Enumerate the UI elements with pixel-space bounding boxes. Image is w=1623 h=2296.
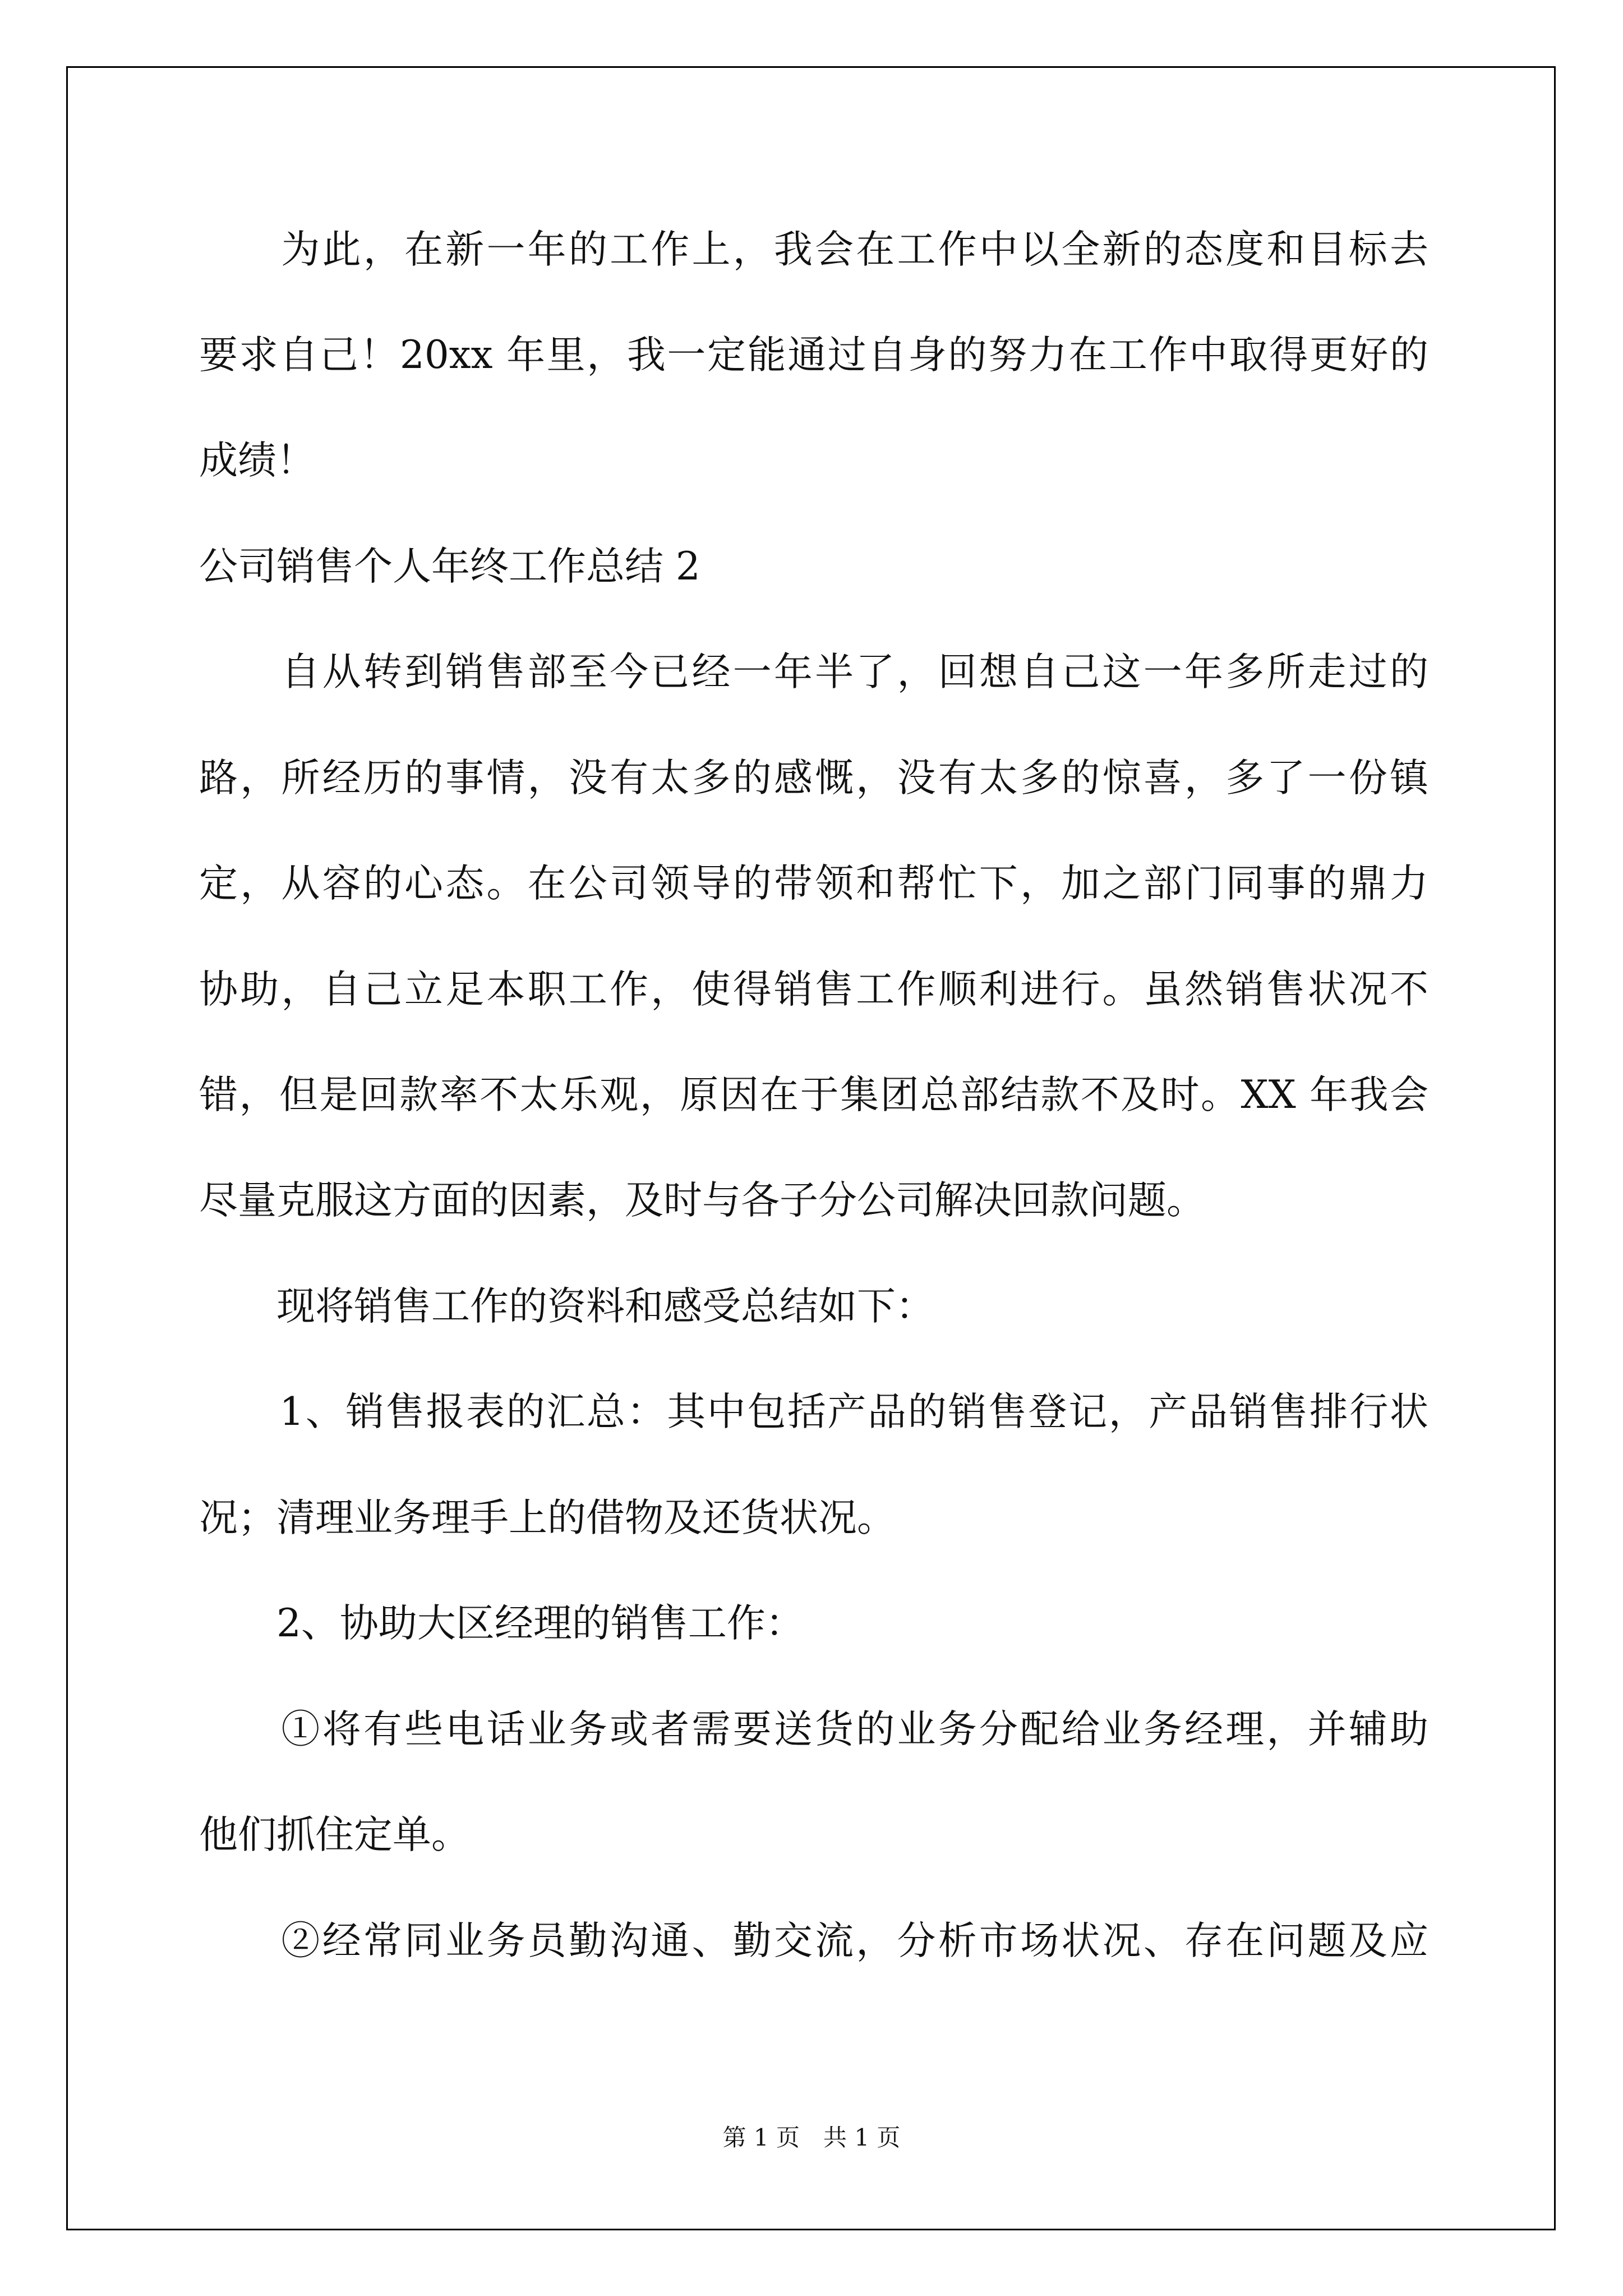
paragraph-line: 为此，在新一年的工作上，我会在工作中以全新的态度和目标去	[199, 227, 1428, 272]
page-number-footer: 第 1 页 共 1 页	[722, 2124, 901, 2151]
paragraph-line: ②经常同业务员勤沟通、勤交流，分析市场状况、存在问题及应	[199, 1918, 1428, 1963]
paragraph-line: 路，所经历的事情，没有太多的感慨，没有太多的惊喜，多了一份镇	[199, 756, 1428, 800]
paragraph-line: 成绩！	[199, 438, 315, 483]
paragraph-line: 尽量克服这方面的因素，及时与各子分公司解决回款问题。	[199, 1178, 1205, 1223]
paragraph-line: 错，但是回款率不太乐观，原因在于集团总部结款不及时。XX 年我会	[199, 1073, 1428, 1117]
section-heading: 公司销售个人年终工作总结 2	[199, 544, 700, 589]
paragraph-line: 况；清理业务理手上的借物及还货状况。	[199, 1496, 896, 1540]
paragraph-line: 现将销售工作的资料和感受总结如下：	[199, 1284, 934, 1329]
paragraph-line: 定，从容的心态。在公司领导的带领和帮忙下，加之部门同事的鼎力	[199, 861, 1428, 906]
page-border	[66, 66, 1556, 2230]
paragraph-line: 自从转到销售部至今已经一年半了，回想自己这一年多所走过的	[199, 650, 1428, 694]
paragraph-line: 1、销售报表的汇总：其中包括产品的销售登记，产品销售排行状	[199, 1389, 1428, 1434]
paragraph-line: ①将有些电话业务或者需要送货的业务分配给业务经理，并辅助	[199, 1707, 1428, 1752]
paragraph-line: 他们抓住定单。	[199, 1812, 470, 1857]
paragraph-line: 协助，自己立足本职工作，使得销售工作顺利进行。虽然销售状况不	[199, 967, 1428, 1012]
paragraph-line: 要求自己！20xx 年里，我一定能通过自身的努力在工作中取得更好的	[199, 333, 1428, 378]
paragraph-line: 2、协助大区经理的销售工作：	[199, 1601, 804, 1646]
